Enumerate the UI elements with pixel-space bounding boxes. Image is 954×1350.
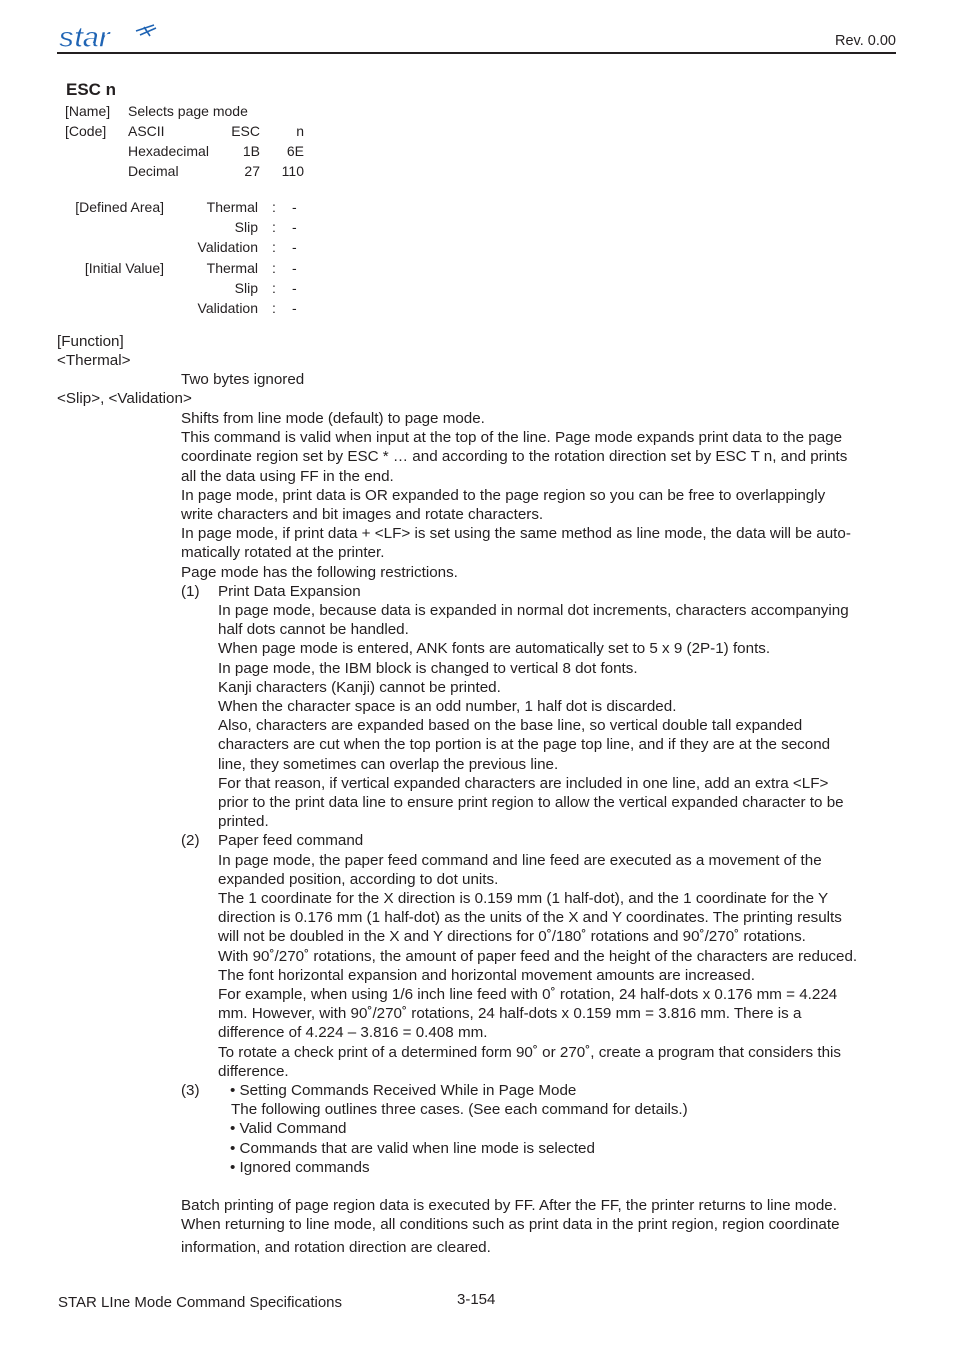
- initial-value-label: [Initial Value]: [84, 260, 164, 276]
- code-row-value: ESC: [231, 123, 260, 139]
- code-row-label: ASCII: [128, 123, 165, 139]
- page-number: 3-154: [457, 1291, 496, 1308]
- mode-name: Validation: [197, 239, 258, 255]
- thermal-label: <Thermal>: [57, 352, 131, 369]
- item-line: In page mode, because data is expanded in normal dot increments, characters accompanying: [218, 602, 849, 619]
- code-label: [Code]: [65, 123, 107, 139]
- body-line: Page mode has the following restrictions.: [181, 563, 458, 581]
- command-title: ESC n: [66, 80, 117, 99]
- revision-label: Rev. 0.00: [835, 33, 896, 49]
- function-heading: [Function]: [57, 333, 124, 350]
- item-line: Kanji characters (Kanji) cannot be printed.: [218, 678, 501, 696]
- mode-value: -: [292, 300, 297, 316]
- code-row-value: 1B: [242, 143, 260, 159]
- body-line: In page mode, print data is OR expanded to the page region so you can be free to overlappingly: [181, 486, 826, 504]
- thermal-text: Two bytes ignored: [181, 371, 305, 388]
- mode-value: -: [292, 239, 297, 255]
- item-title: Print Data Expansion: [218, 582, 361, 600]
- code-row-value: n: [296, 123, 304, 139]
- code-row-value: 27: [244, 163, 260, 179]
- item-line: direction is 0.176 mm (1 half-dot) as the units of the X and Y coordinates. The printing results: [218, 909, 842, 927]
- item-line: line, they sometimes can overlap the previous line.: [218, 755, 559, 773]
- mode-value: -: [292, 260, 297, 276]
- item-line: printed.: [218, 813, 269, 831]
- body-line: write characters and bit images and rotate characters.: [181, 506, 544, 523]
- body-line: In page mode, if print data + <LF> is set using the same method as line mode, the data will be auto-: [181, 525, 851, 543]
- code-row-label: Decimal: [128, 163, 179, 179]
- body-line: matically rotated at the printer.: [181, 544, 385, 562]
- mode-name: Validation: [197, 300, 258, 316]
- mode-separator: :: [272, 199, 276, 215]
- bullet-line: • Valid Command: [230, 1120, 347, 1138]
- item-line: For example, when using 1/6 inch line feed with 0˚ rotation, 24 half-dots x 0.176 mm = 4.224: [218, 986, 838, 1003]
- item-line: In page mode, the paper feed command and line feed are executed as a movement of the: [218, 851, 822, 869]
- mode-value: -: [292, 280, 297, 296]
- item-line: characters are cut when the top portion is at the page top line, and if they are at the second: [218, 736, 831, 754]
- item-line: In page mode, the IBM block is changed to vertical 8 dot fonts.: [218, 659, 638, 677]
- body-line: coordinate region set by ESC * … and according to the rotation direction set by ESC T n, and prints: [181, 448, 848, 466]
- bullet-line: • Commands that are valid when line mode is selected: [230, 1139, 595, 1157]
- item-line: difference of 4.224 – 3.816 = 0.408 mm.: [218, 1024, 488, 1042]
- mode-value: -: [292, 219, 297, 235]
- mode-value: -: [292, 199, 297, 215]
- item-line: When page mode is entered, ANK fonts are automatically set to 5 x 9 (2P-1) fonts.: [218, 640, 771, 658]
- item-title: • Setting Commands Received While in Page Mode: [230, 1082, 577, 1099]
- item-title: Paper feed command: [218, 832, 364, 850]
- item-line: For that reason, if vertical expanded characters are included in one line, add an extra <LF>: [218, 774, 829, 792]
- item-line: mm. However, with 90˚/270˚ rotations, 24 half-dots x 0.159 mm = 3.816 mm. There is a: [218, 1005, 802, 1023]
- mode-separator: :: [272, 300, 276, 316]
- defined-area-label: [Defined Area]: [75, 199, 164, 215]
- mode-name: Thermal: [206, 199, 258, 215]
- mode-separator: :: [272, 280, 276, 296]
- mode-name: Slip: [234, 219, 258, 235]
- name-label: [Name]: [65, 103, 111, 119]
- mode-separator: :: [272, 239, 276, 255]
- item-number: (3): [181, 1082, 200, 1099]
- code-row-value: 6E: [286, 143, 304, 159]
- star-logo: [58, 22, 158, 52]
- item-line: The 1 coordinate for the X direction is 0.159 mm (1 half-dot), and the 1 coordinate for the Y: [218, 890, 829, 907]
- item-line: expanded position, according to dot units.: [218, 870, 499, 888]
- mode-name: Thermal: [206, 260, 258, 276]
- body-line: This command is valid when input at the top of the line. Page mode expands print data to the page: [181, 429, 843, 447]
- bullet-line: • Ignored commands: [230, 1158, 370, 1176]
- item-line: half dots cannot be handled.: [218, 621, 409, 639]
- item-line: difference.: [218, 1062, 289, 1080]
- footer-title: STAR LIne Mode Command Specifications: [58, 1294, 343, 1311]
- item-line: will not be doubled in the X and Y directions for 0˚/180˚ rotations and 90˚/270˚ rotations.: [218, 928, 806, 946]
- body-line: Shifts from line mode (default) to page mode.: [181, 410, 485, 427]
- item-line: The following outlines three cases. (See each command for details.): [231, 1101, 688, 1119]
- closing-line: Batch printing of page region data is executed by FF. After the FF, the printer returns to line mode.: [181, 1197, 837, 1215]
- body-line: all the data using FF in the end.: [181, 467, 394, 485]
- closing-line: information, and rotation direction are cleared.: [181, 1238, 491, 1256]
- item-line: When the character space is an odd number, 1 half dot is discarded.: [218, 698, 677, 715]
- item-number: (2): [181, 832, 200, 850]
- item-line: prior to the print data line to ensure print region to allow the vertical expanded character to be: [218, 794, 844, 811]
- item-line: To rotate a check print of a determined form 90˚ or 270˚, create a program that considers this: [218, 1043, 841, 1061]
- item-line: With 90˚/270˚ rotations, the amount of paper feed and the height of the characters are reduced.: [218, 947, 858, 965]
- item-number: (1): [181, 582, 200, 600]
- mode-separator: :: [272, 260, 276, 276]
- closing-line: When returning to line mode, all conditions such as print data in the print region, region coordinate: [181, 1216, 840, 1234]
- code-row-value: 110: [281, 163, 304, 179]
- code-row-label: Hexadecimal: [128, 143, 209, 159]
- mode-name: Slip: [234, 280, 258, 296]
- item-line: The font horizontal expansion and horizontal movement amounts are increased.: [218, 966, 755, 984]
- item-line: Also, characters are expanded based on the base line, so vertical double tall expanded: [218, 717, 803, 735]
- name-value: Selects page mode: [128, 103, 248, 119]
- header-divider: [57, 52, 896, 54]
- mode-separator: :: [272, 219, 276, 235]
- svg-text:star: star: [58, 22, 110, 52]
- slip-validation-label: <Slip>, <Validation>: [57, 390, 192, 407]
